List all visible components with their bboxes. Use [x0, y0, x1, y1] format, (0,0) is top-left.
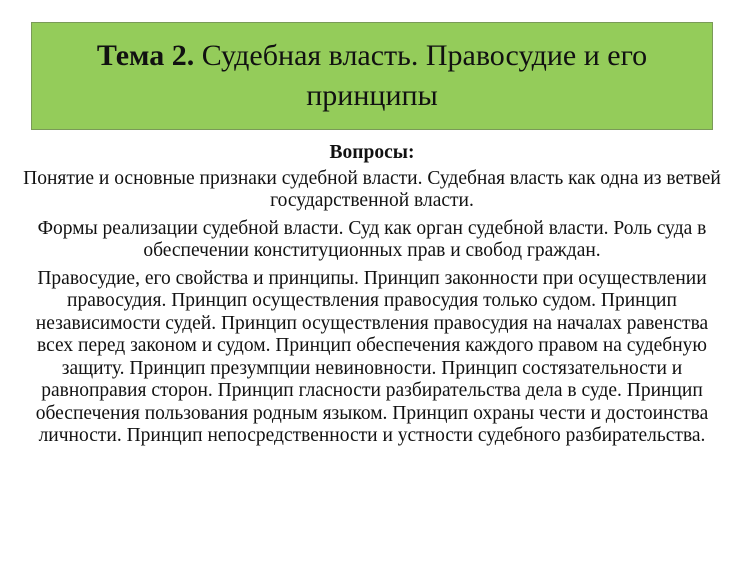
questions-heading: Вопросы: — [329, 142, 415, 163]
question-item-3: Правосудие, его свойства и принципы. Принцип законности при осуществлении правосудия. Принцип осуществления правосудия только судом. Принцип независимости судей. Принцип осуществления правосудия на началах равенства всех перед законом и судом. Принцип обеспечения каждого правом на судебную защиту. Принцип презумпции невиновности. Принцип состязательности и равноправия сторон. Принцип гласности разбирательства дела в суде. Принцип обеспечения пользования родным языком. Принцип охраны чести и достоинства личности. Принцип непосредственности и устности судебного разбирательства. — [35, 267, 709, 446]
question-item-2: Формы реализации судебной власти. Суд как орган судебной власти. Роль суда в обеспечении конституционных прав и свобод граждан. — [37, 217, 707, 261]
slide-title-topic-number: Тема 2. — [96, 39, 195, 72]
slide-title-text: Судебная власть. Правосудие и его принципы — [194, 39, 648, 112]
question-item-1: Понятие и основные признаки судебной власти. Судебная власть как одна из ветвей государственной власти. — [23, 167, 721, 211]
slide-title — [32, 36, 712, 116]
questions-section — [22, 142, 722, 453]
title-banner — [31, 22, 713, 130]
